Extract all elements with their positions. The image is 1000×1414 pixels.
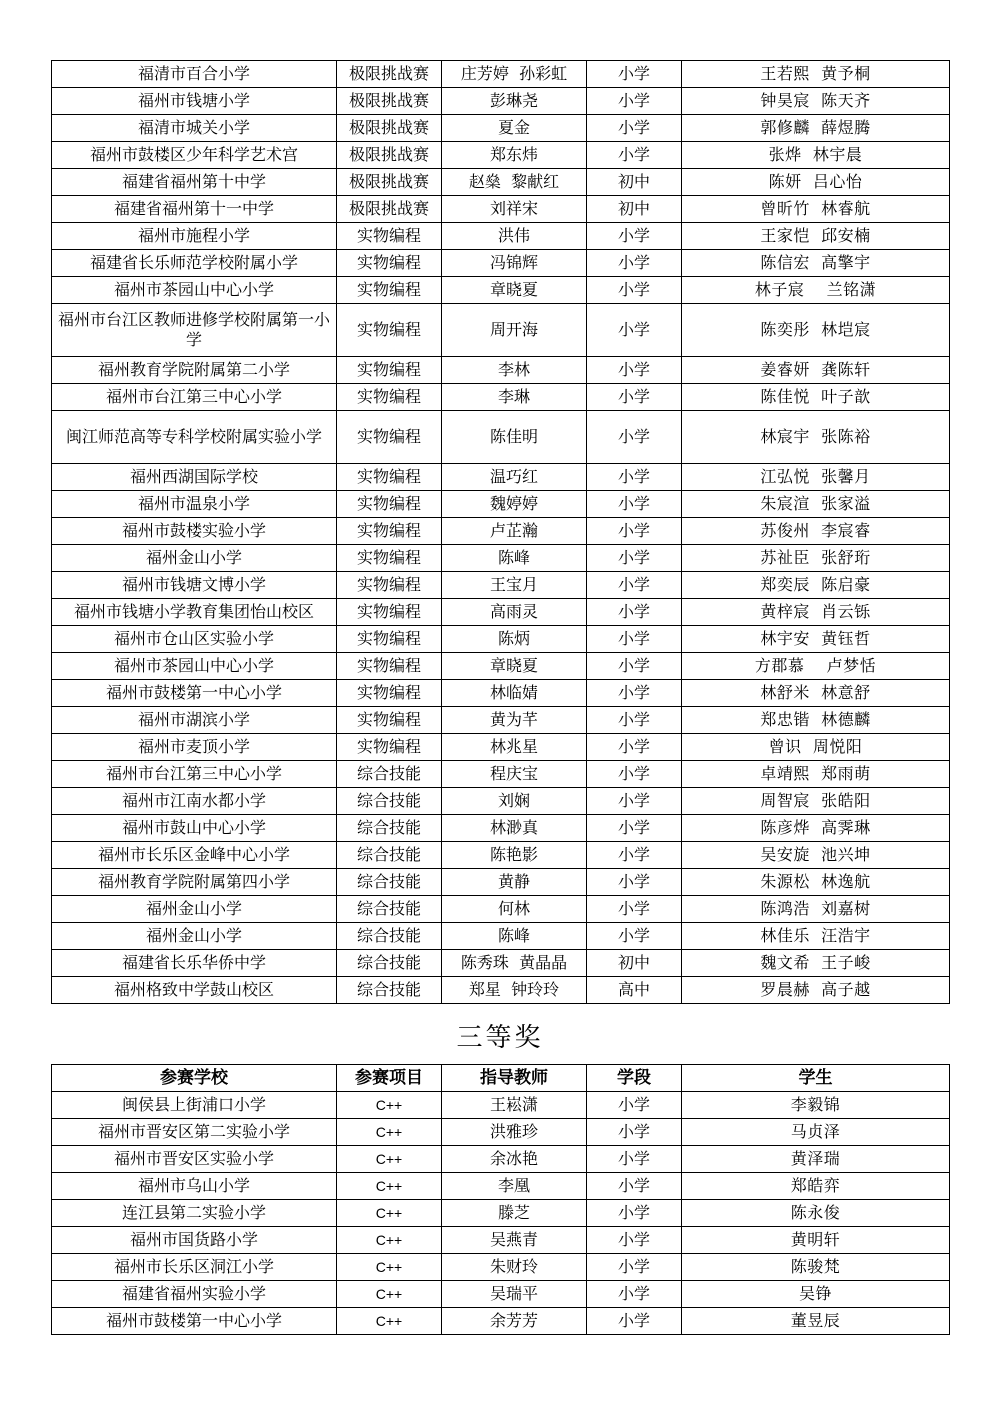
table-row [52,1254,950,1281]
cell-item: 实物编程 [337,411,442,464]
cell-student: 周智宸 张皓阳 [682,788,950,815]
cell-teacher: 赵燊 黎献红 [442,169,587,196]
cell-level: 小学 [587,815,682,842]
cell-student: 吴铮 [682,1281,950,1308]
table-row [52,411,950,464]
cell-teacher: 周开海 [442,304,587,357]
cell-level: 小学 [587,357,682,384]
cell-item: 综合技能 [337,788,442,815]
cell-school: 福州市仓山区实验小学 [52,626,337,653]
table-row [52,545,950,572]
table-row [52,923,950,950]
cell-school: 福州市国货路小学 [52,1227,337,1254]
cell-student: 钟昊宸 陈天齐 [682,88,950,115]
cell-student: 陈奕彤 林垲宸 [682,304,950,357]
cell-student: 李毅锦 [682,1092,950,1119]
cell-teacher: 余芳芳 [442,1308,587,1335]
cell-school: 福州市长乐区洞江小学 [52,1254,337,1281]
cell-teacher: 卢芷瀚 [442,518,587,545]
cell-item: 极限挑战赛 [337,196,442,223]
table-header-row [52,1065,950,1092]
cell-school: 福州市鼓楼第一中心小学 [52,680,337,707]
cell-item: 实物编程 [337,653,442,680]
table-row [52,1200,950,1227]
cell-level: 小学 [587,1146,682,1173]
cell-item: 实物编程 [337,626,442,653]
cell-level: 小学 [587,734,682,761]
cell-item: 实物编程 [337,304,442,357]
cell-teacher: 王崧潇 [442,1092,587,1119]
cell-teacher: 郑东炜 [442,142,587,169]
cell-school: 福州市台江区教师进修学校附属第一小学 [52,304,337,357]
cell-school: 福州教育学院附属第四小学 [52,869,337,896]
table-row [52,142,950,169]
cell-item: 实物编程 [337,545,442,572]
cell-student: 陈佳悦 叶子歆 [682,384,950,411]
cell-teacher: 陈秀珠 黄晶晶 [442,950,587,977]
header-item: 参赛项目 [337,1065,442,1092]
cell-school: 福建省长乐华侨中学 [52,950,337,977]
cell-school: 福州市台江第三中心小学 [52,384,337,411]
cell-teacher: 章晓夏 [442,277,587,304]
cell-student: 郑忠锴 林德麟 [682,707,950,734]
cell-teacher: 庄芳婷 孙彩虹 [442,61,587,88]
table-row [52,788,950,815]
cell-student: 王若熙 黄予桐 [682,61,950,88]
table-row [52,1119,950,1146]
cell-level: 初中 [587,169,682,196]
cell-student: 郑皓弈 [682,1173,950,1200]
cell-level: 小学 [587,869,682,896]
cell-item: 实物编程 [337,707,442,734]
table-row [52,1227,950,1254]
cell-level: 小学 [587,1119,682,1146]
table-row [52,707,950,734]
cell-school: 福州市鼓楼第一中心小学 [52,1308,337,1335]
cell-item: 综合技能 [337,977,442,1004]
cell-item: 综合技能 [337,896,442,923]
cell-teacher: 李凰 [442,1173,587,1200]
header-level: 学段 [587,1065,682,1092]
cell-school: 福建省福州实验小学 [52,1281,337,1308]
table-row [52,88,950,115]
cell-school: 福清市城关小学 [52,115,337,142]
table-row [52,223,950,250]
cell-level: 小学 [587,1200,682,1227]
cell-item: 极限挑战赛 [337,115,442,142]
cell-teacher: 陈峰 [442,923,587,950]
cell-item: 实物编程 [337,491,442,518]
cell-school: 连江县第二实验小学 [52,1200,337,1227]
cell-student: 罗晨赫 高子越 [682,977,950,1004]
table-row [52,196,950,223]
cell-school: 福州市晋安区实验小学 [52,1146,337,1173]
cell-level: 小学 [587,572,682,599]
cell-item: 极限挑战赛 [337,142,442,169]
cell-teacher: 高雨灵 [442,599,587,626]
cell-item: 实物编程 [337,384,442,411]
table-row [52,599,950,626]
cell-student: 郭修麟 薛煜腾 [682,115,950,142]
header-school: 参赛学校 [52,1065,337,1092]
table-row [52,572,950,599]
cell-level: 小学 [587,761,682,788]
cell-teacher: 吴瑞平 [442,1281,587,1308]
cell-level: 小学 [587,626,682,653]
cell-level: 初中 [587,950,682,977]
cell-level: 小学 [587,680,682,707]
cell-school: 闽侯县上街浦口小学 [52,1092,337,1119]
cell-level: 小学 [587,223,682,250]
cell-student: 曾昕竹 林睿航 [682,196,950,223]
cell-item: C++ [337,1227,442,1254]
cell-school: 福州市长乐区金峰中心小学 [52,842,337,869]
second-prize-table [51,60,950,1004]
cell-item: 实物编程 [337,250,442,277]
cell-level: 小学 [587,491,682,518]
cell-teacher: 滕芝 [442,1200,587,1227]
cell-student: 马贞泽 [682,1119,950,1146]
cell-item: 实物编程 [337,223,442,250]
cell-student: 陈彦烨 高霁琳 [682,815,950,842]
cell-teacher: 温巧红 [442,464,587,491]
table-row [52,277,950,304]
cell-teacher: 陈艳影 [442,842,587,869]
cell-student: 吴安旋 池兴坤 [682,842,950,869]
cell-item: 极限挑战赛 [337,169,442,196]
cell-teacher: 李琳 [442,384,587,411]
cell-level: 小学 [587,384,682,411]
cell-level: 小学 [587,1092,682,1119]
cell-teacher: 王宝月 [442,572,587,599]
table-row [52,491,950,518]
cell-student: 朱源松 林逸航 [682,869,950,896]
table-row [52,680,950,707]
cell-teacher: 彭琳尧 [442,88,587,115]
cell-item: 综合技能 [337,869,442,896]
cell-student: 黄梓宸 肖云铄 [682,599,950,626]
table-row [52,896,950,923]
cell-student: 林舒米 林意舒 [682,680,950,707]
cell-student: 苏俊州 李宸睿 [682,518,950,545]
cell-student: 林宇安 黄钰哲 [682,626,950,653]
cell-teacher: 刘娴 [442,788,587,815]
table-row [52,518,950,545]
table-row [52,61,950,88]
cell-school: 福州金山小学 [52,923,337,950]
cell-school: 福州教育学院附属第二小学 [52,357,337,384]
cell-teacher: 郑星 钟玲玲 [442,977,587,1004]
cell-item: C++ [337,1173,442,1200]
cell-level: 小学 [587,896,682,923]
cell-teacher: 林临婧 [442,680,587,707]
cell-school: 福州市台江第三中心小学 [52,761,337,788]
cell-teacher: 洪雅珍 [442,1119,587,1146]
cell-item: 综合技能 [337,842,442,869]
cell-teacher: 余冰艳 [442,1146,587,1173]
table-row [52,869,950,896]
cell-student: 魏文希 王子峻 [682,950,950,977]
cell-teacher: 李林 [442,357,587,384]
table-row [52,464,950,491]
cell-school: 福建省福州第十一中学 [52,196,337,223]
cell-item: 实物编程 [337,357,442,384]
cell-item: C++ [337,1281,442,1308]
cell-school: 福建省福州第十中学 [52,169,337,196]
cell-teacher: 陈峰 [442,545,587,572]
table-row [52,815,950,842]
cell-teacher: 林兆星 [442,734,587,761]
cell-student: 郑奕辰 陈启豪 [682,572,950,599]
cell-level: 小学 [587,707,682,734]
cell-student: 黄明轩 [682,1227,950,1254]
cell-student: 陈骏梵 [682,1254,950,1281]
cell-level: 小学 [587,411,682,464]
cell-teacher: 林渺真 [442,815,587,842]
cell-teacher: 冯锦辉 [442,250,587,277]
cell-school: 福州金山小学 [52,896,337,923]
cell-school: 福建省长乐师范学校附属小学 [52,250,337,277]
cell-student: 卓靖熙 郑雨萌 [682,761,950,788]
table-row [52,977,950,1004]
cell-teacher: 陈炳 [442,626,587,653]
cell-level: 小学 [587,1281,682,1308]
table-row [52,115,950,142]
cell-item: 极限挑战赛 [337,61,442,88]
cell-school: 福州市温泉小学 [52,491,337,518]
cell-school: 福州市茶园山中心小学 [52,277,337,304]
cell-school: 闽江师范高等专科学校附属实验小学 [52,411,337,464]
cell-level: 初中 [587,196,682,223]
cell-student: 曾识 周悦阳 [682,734,950,761]
table-row [52,384,950,411]
cell-student: 苏祉臣 张舒珩 [682,545,950,572]
cell-item: C++ [337,1092,442,1119]
table-row [52,1281,950,1308]
table-row [52,842,950,869]
cell-level: 小学 [587,653,682,680]
cell-item: 综合技能 [337,761,442,788]
cell-school: 福州市鼓山中心小学 [52,815,337,842]
table-row [52,304,950,357]
cell-student: 林佳乐 汪浩宇 [682,923,950,950]
header-teacher: 指导教师 [442,1065,587,1092]
cell-school: 福州市钱塘小学教育集团怡山校区 [52,599,337,626]
cell-teacher: 朱财玲 [442,1254,587,1281]
cell-school: 福州金山小学 [52,545,337,572]
cell-student: 朱宸渲 张家溢 [682,491,950,518]
cell-teacher: 刘祥宋 [442,196,587,223]
cell-teacher: 黄为芊 [442,707,587,734]
cell-student: 张烨 林宇晨 [682,142,950,169]
cell-student: 董昱辰 [682,1308,950,1335]
cell-school: 福清市百合小学 [52,61,337,88]
cell-level: 小学 [587,1173,682,1200]
cell-student: 陈妍 吕心怡 [682,169,950,196]
cell-level: 小学 [587,142,682,169]
cell-school: 福州格致中学鼓山校区 [52,977,337,1004]
table-row [52,169,950,196]
header-student: 学生 [682,1065,950,1092]
cell-level: 小学 [587,88,682,115]
cell-level: 小学 [587,599,682,626]
cell-school: 福州市湖滨小学 [52,707,337,734]
cell-student: 陈信宏 高擎宇 [682,250,950,277]
cell-level: 小学 [587,277,682,304]
cell-student: 江弘悦 张馨月 [682,464,950,491]
cell-school: 福州市施程小学 [52,223,337,250]
cell-item: 极限挑战赛 [337,88,442,115]
cell-student: 王家恺 邱安楠 [682,223,950,250]
cell-item: 实物编程 [337,464,442,491]
cell-school: 福州市江南水都小学 [52,788,337,815]
cell-level: 小学 [587,304,682,357]
cell-level: 小学 [587,1308,682,1335]
cell-school: 福州市乌山小学 [52,1173,337,1200]
cell-teacher: 夏金 [442,115,587,142]
cell-level: 小学 [587,788,682,815]
cell-student: 陈鸿浩 刘嘉树 [682,896,950,923]
table-row [52,626,950,653]
table-row [52,1092,950,1119]
third-prize-table [51,1064,950,1335]
cell-item: C++ [337,1200,442,1227]
cell-level: 小学 [587,464,682,491]
cell-level: 小学 [587,1254,682,1281]
cell-teacher: 洪伟 [442,223,587,250]
cell-item: C++ [337,1308,442,1335]
table-row [52,734,950,761]
cell-school: 福州市晋安区第二实验小学 [52,1119,337,1146]
cell-school: 福州西湖国际学校 [52,464,337,491]
table-row [52,761,950,788]
cell-level: 小学 [587,61,682,88]
cell-item: 实物编程 [337,734,442,761]
cell-level: 小学 [587,1227,682,1254]
cell-student: 黄泽瑞 [682,1146,950,1173]
cell-student: 姜睿妍 龚陈轩 [682,357,950,384]
cell-student: 陈永俊 [682,1200,950,1227]
cell-level: 小学 [587,115,682,142]
cell-teacher: 何林 [442,896,587,923]
cell-item: 实物编程 [337,572,442,599]
cell-item: 实物编程 [337,277,442,304]
table-row [52,1146,950,1173]
cell-school: 福州市钱塘小学 [52,88,337,115]
table-row [52,250,950,277]
cell-teacher: 魏婷婷 [442,491,587,518]
cell-level: 小学 [587,250,682,277]
cell-item: 实物编程 [337,518,442,545]
cell-school: 福州市鼓楼实验小学 [52,518,337,545]
cell-school: 福州市鼓楼区少年科学艺术宫 [52,142,337,169]
cell-student: 方郡慕 卢梦恬 [682,653,950,680]
cell-level: 高中 [587,977,682,1004]
cell-teacher: 陈佳明 [442,411,587,464]
cell-school: 福州市麦顶小学 [52,734,337,761]
cell-item: C++ [337,1254,442,1281]
cell-school: 福州市茶园山中心小学 [52,653,337,680]
cell-teacher: 黄静 [442,869,587,896]
cell-level: 小学 [587,545,682,572]
cell-item: 综合技能 [337,923,442,950]
cell-teacher: 程庆宝 [442,761,587,788]
cell-item: C++ [337,1146,442,1173]
cell-item: 综合技能 [337,815,442,842]
cell-level: 小学 [587,842,682,869]
cell-teacher: 章晓夏 [442,653,587,680]
cell-student: 林宸宇 张陈裕 [682,411,950,464]
table-row [52,1173,950,1200]
table-row [52,653,950,680]
table-row [52,950,950,977]
table-row [52,1308,950,1335]
cell-teacher: 吴燕青 [442,1227,587,1254]
cell-item: 实物编程 [337,599,442,626]
cell-school: 福州市钱塘文博小学 [52,572,337,599]
cell-level: 小学 [587,518,682,545]
table-row [52,357,950,384]
cell-item: 实物编程 [337,680,442,707]
cell-item: 综合技能 [337,950,442,977]
section-title: 三等奖 [456,1023,544,1053]
cell-item: C++ [337,1119,442,1146]
cell-student: 林子宸 兰铭潇 [682,277,950,304]
cell-level: 小学 [587,923,682,950]
